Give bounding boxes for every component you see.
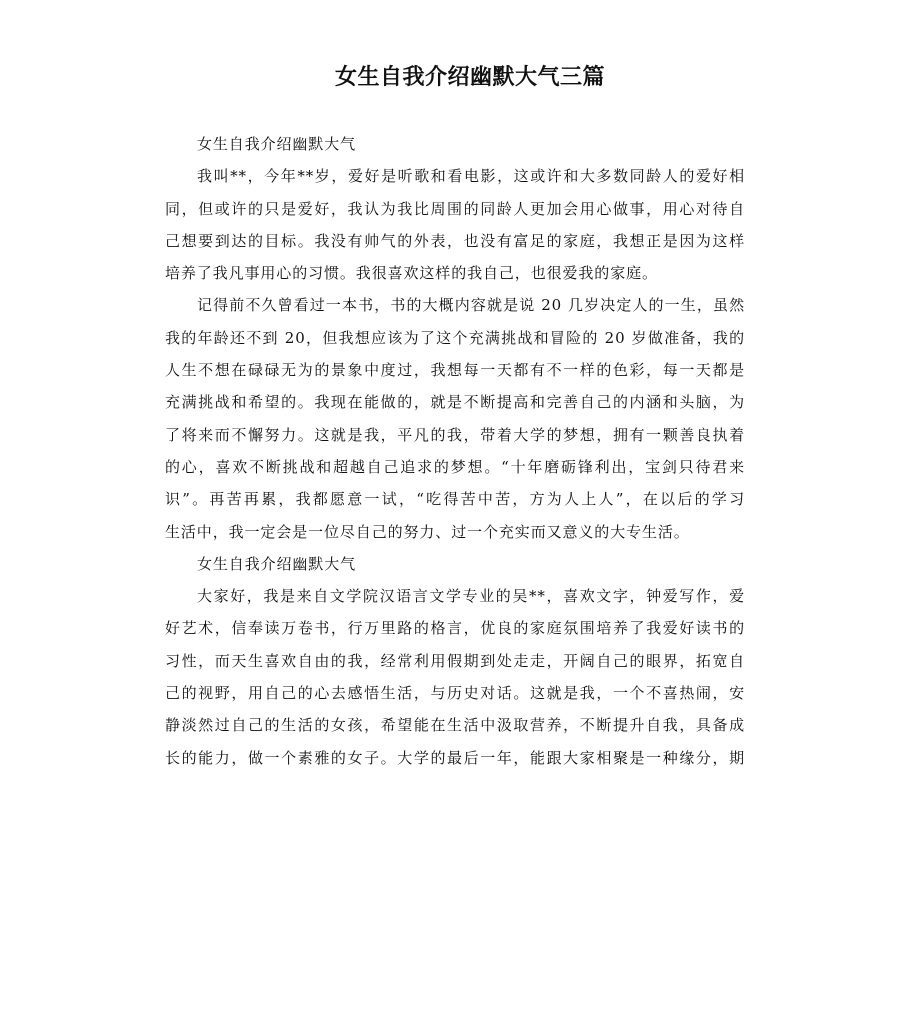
text-line: 己的视野，用自己的心去感悟生活，与历史对话。这就是我，一个不喜热闹，安	[165, 684, 745, 703]
text-line: 女生自我介绍幽默大气	[197, 554, 357, 573]
text-line: 的心，喜欢不断挑战和超越自己追求的梦想。“十年磨砺锋利出，宝剑只待君来	[165, 457, 745, 476]
text-line: 人生不想在碌碌无为的景象中度过，我想每一天都有不一样的色彩，每一天都是	[165, 361, 745, 380]
text-line: 生活中，我一定会是一位尽自己的努力、过一个充实而又意义的大专生活。	[165, 522, 690, 541]
text-line: 识”。再苦再累，我都愿意一试，“吃得苦中苦，方为人上人”，在以后的学习	[165, 490, 745, 509]
text-line: 己想要到达的目标。我没有帅气的外表，也没有富足的家庭，我想正是因为这样	[165, 231, 745, 250]
text-line: 培养了我凡事用心的习惯。我很喜欢这样的我自己，也很爱我的家庭。	[165, 264, 658, 283]
text-line: 充满挑战和希望的。我现在能做的，就是不断提高和完善自己的内涵和头脑，为	[165, 393, 745, 412]
document-title: 女生自我介绍幽默大气三篇	[334, 65, 605, 90]
text-line: 我叫**，今年**岁，爱好是听歌和看电影，这或许和大多数同龄人的爱好相	[197, 167, 745, 186]
text-line: 同，但或许的只是爱好，我认为我比周围的同龄人更加会用心做事，用心对待自	[165, 199, 745, 218]
text-line: 长的能力，做一个素雅的女子。大学的最后一年，能跟大家相聚是一种缘分，期	[165, 748, 745, 767]
text-line: 我的年龄还不到 20，但我想应该为了这个充满挑战和冒险的 20 岁做准备，我的	[165, 328, 745, 347]
text-line: 好艺术，信奉读万卷书，行万里路的格言，优良的家庭氛围培养了我爱好读书的	[165, 619, 745, 638]
text-line: 了将来而不懈努力。这就是我，平凡的我，带着大学的梦想，拥有一颗善良执着	[165, 425, 745, 444]
text-line: 静淡然过自己的生活的女孩，希望能在生活中汲取营养，不断提升自我，具备成	[165, 716, 745, 735]
text-line: 大家好，我是来自文学院汉语言文学专业的吴**，喜欢文字，钟爱写作，爱	[197, 587, 745, 606]
text-line: 女生自我介绍幽默大气	[197, 135, 357, 153]
text-line: 习性，而天生喜欢自由的我，经常利用假期到处走走，开阔自己的眼界，拓宽自	[165, 651, 745, 670]
document-body	[165, 128, 745, 774]
text-line: 记得前不久曾看过一本书，书的大概内容就是说 20 几岁决定人的一生，虽然	[197, 296, 745, 315]
